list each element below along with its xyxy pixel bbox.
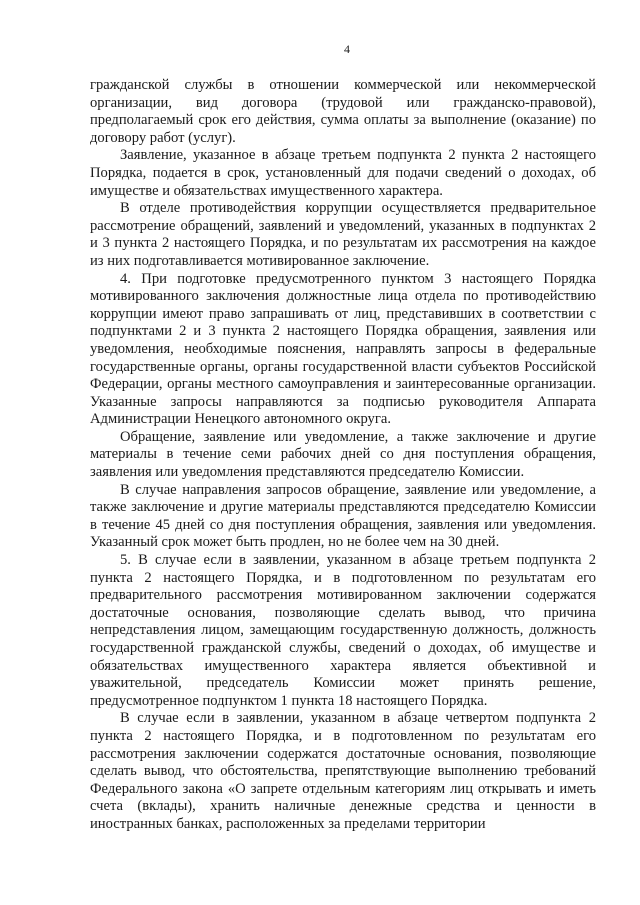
paragraph: Обращение, заявление или уведомление, а также заключение и другие материалы в течение семи рабочих дней со дня поступления обращения, заявления или уведомления представляются председателю Комиссии. xyxy=(90,428,596,481)
paragraph-continuation: гражданской службы в отношении коммерческой или некоммерческой организации, вид договора (трудовой или гражданско-правовой), предполагаемый срок его действия, сумма оплаты за выполнение (оказание) по договору работ (услуг). xyxy=(90,77,596,146)
page-number: 4 xyxy=(344,42,350,56)
paragraph: Заявление, указанное в абзаце третьем подпункта 2 пункта 2 настоящего Порядка, подается в срок, установленный для подачи сведений о доходах, об имуществе и обязательствах имущественного характера. xyxy=(90,147,596,199)
paragraph: 5. В случае если в заявлении, указанном в абзаце третьем подпункта 2 пункта 2 настоящего Порядка, и в подготовленном по результатам его предварительного рассмотрения мотивированном заключении содержатся достаточные основания, позволяющие сделать вывод, что причина непредставления лицом, замещающим государственную должность, должность государственной гражданской службы, сведений о доходах, об имуществе и обязательствах имущественного характера является объективной и уважительной, председатель Комиссии может принять решение, предусмотренное подпунктом 1 пункта 18 настоящего Порядка. xyxy=(90,552,596,709)
paragraph: 4. При подготовке предусмотренного пунктом 3 настоящего Порядка мотивированного заключения должностные лица отдела по противодействию коррупции имеют право запрашивать от лиц, представивших в соответствии с подпунктами 2 и 3 пункта 2 настоящего Порядка обращения, заявления или уведомления, необходимые пояснения, направлять запросы в федеральные государственные органы, органы государственной власти субъектов Российской Федерации, органы местного самоуправления и заинтересованные организации. Указанные запросы направляются за подписью руководителя Аппарата Администрации Ненецкого автономного округа. xyxy=(90,270,596,428)
paragraph: В случае если в заявлении, указанном в абзаце четвертом подпункта 2 пункта 2 настоящего Порядка, и в подготовленном по результатам его рассмотрения заключении содержатся достаточные основания, позволяющие сделать вывод, что обстоятельства, препятствующие выполнению требований Федерального закона «О запрете отдельным категориям лиц открывать и иметь счета (вклады), хранить наличные денежные средства и ценности в иностранных банках, расположенных за пределами территории xyxy=(90,710,596,832)
paragraph: В случае направления запросов обращение, заявление или уведомление, а также заключение и другие материалы представляются председателю Комиссии в течение 45 дней со дня поступления обращения, заявления или уведомления. Указанный срок может быть продлен, но не более чем на 30 дней. xyxy=(90,481,596,551)
paragraph: В отделе противодействия коррупции осуществляется предварительное рассмотрение обращений, заявлений и уведомлений, указанных в подпунктах 2 и 3 пункта 2 настоящего Порядка, и по результатам их рассмотрения на каждое из них подготавливается мотивированное заключение. xyxy=(90,200,596,269)
